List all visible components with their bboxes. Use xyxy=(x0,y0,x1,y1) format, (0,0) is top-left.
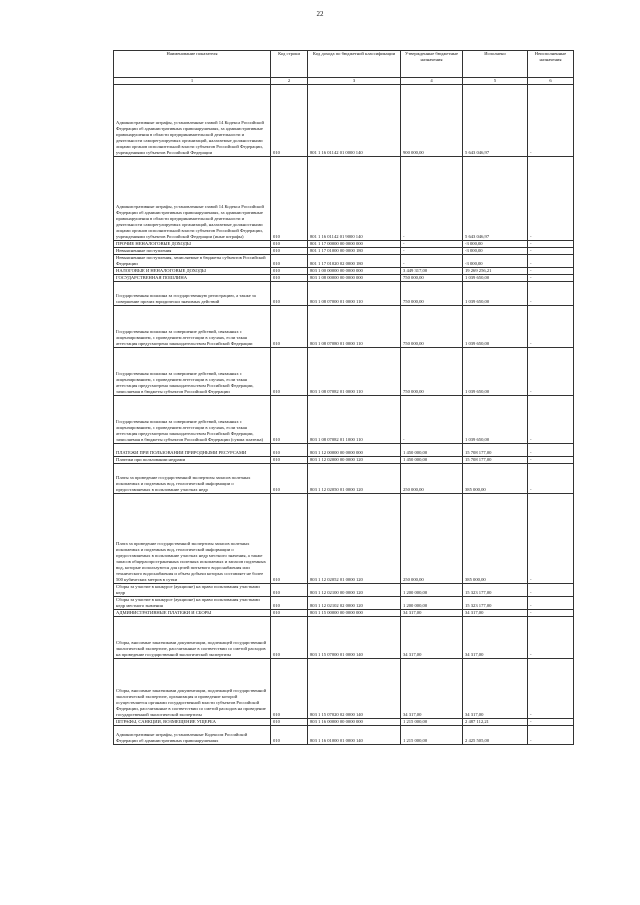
row-executed: 19 269 256,21 xyxy=(463,268,528,275)
table-row xyxy=(114,306,574,348)
row-unexecuted: - xyxy=(528,248,574,255)
row-approved: 1 450 000,00 xyxy=(401,444,463,457)
row-approved: 1 215 000,00 xyxy=(401,719,463,726)
table-row xyxy=(114,584,574,597)
row-income-code: 801 1 17 00000 00 0000 000 xyxy=(308,241,401,248)
row-line-code: 010 xyxy=(271,85,308,157)
row-approved: - xyxy=(401,255,463,268)
table-row xyxy=(114,659,574,719)
table-row xyxy=(114,348,574,396)
row-approved: 34 317,00 xyxy=(401,659,463,719)
row-unexecuted: - xyxy=(528,444,574,457)
row-line-code: 010 xyxy=(271,597,308,610)
row-income-code: 803 1 08 00000 00 0000 000 xyxy=(308,275,401,282)
row-unexecuted: - xyxy=(528,597,574,610)
row-name: Государственная пошлина за совершение действий, связанных с лицензированием, с проведением аттестации в случаях, если такая аттестация предусмотрена законодательством Российской Федерации xyxy=(114,306,271,348)
row-line-code: 010 xyxy=(271,444,308,457)
row-income-code: 803 1 16 00000 00 0000 000 xyxy=(308,719,401,726)
row-approved: 750 000,00 xyxy=(401,282,463,306)
row-name: Платы за проведение государственной экспертизы запасов полезных ископаемых и подземных вод, геологической информации о предоставляемых в пользование участках недр xyxy=(114,464,271,494)
row-income-code: 803 1 12 02050 01 0000 120 xyxy=(308,464,401,494)
row-line-code: 010 xyxy=(271,275,308,282)
header-line-code: Код строки xyxy=(271,51,308,78)
row-income-code: 803 1 08 07000 01 0000 110 xyxy=(308,282,401,306)
row-name: Плата за проведение государственной экспертизы запасов полезных ископаемых и подземных вод, геологической информации о предоставляемых в пользование участках недр местного значения, а также запасов общераспространенных полезных ископаемых и запасов подземных вод, которые используются для целей питьевого водоснабжения или технического водоснабжения и объем добычи которых составляет не более 500 кубических метров в сутки xyxy=(114,494,271,584)
row-income-code: 801 1 16 01142 01 0000 140 xyxy=(308,85,401,157)
row-approved: 34 317,00 xyxy=(401,617,463,659)
row-executed: 2 487 112,21 xyxy=(463,719,528,726)
row-line-code: 010 xyxy=(271,396,308,444)
row-name: Государственная пошлина за совершение действий, связанных с лицензированием, с проведением аттестации в случаях, если такая аттестация предусмотрена законодательством Российской Федерации, зачисляемая в бюджеты субъектов Российской Федерации (сумма платежа) xyxy=(114,396,271,444)
row-name: Административные штрафы, установленные главой 14 Кодекса Российской Федерации об административных правонарушениях, за административные правонарушения в области предпринимательской деятельности и деятельности саморегулируемых организаций, налагаемые должностными лицами органов исполнительной власти субъектов Российской Федерации, учреждениями субъектов Российской Федерации (иные штрафы) xyxy=(114,157,271,241)
row-name: ПЛАТЕЖИ ПРИ ПОЛЬЗОВАНИИ ПРИРОДНЫМИ РЕСУРСАМИ xyxy=(114,444,271,457)
row-executed: 34 317,00 xyxy=(463,617,528,659)
row-name: НАЛОГОВЫЕ И НЕНАЛОГОВЫЕ ДОХОДЫ xyxy=(114,268,271,275)
row-executed: 1 039 650,00 xyxy=(463,348,528,396)
row-name: Сборы за участие в конкурсе (аукционе) на право пользования участками недр xyxy=(114,584,271,597)
col-number: 2 xyxy=(271,78,308,85)
table-row xyxy=(114,719,574,726)
col-number: 6 xyxy=(528,78,574,85)
header-approved: Утвержденные бюджетные назначения xyxy=(401,51,463,78)
row-line-code: 010 xyxy=(271,584,308,597)
row-approved: 750 000,00 xyxy=(401,348,463,396)
row-approved: 750 000,00 xyxy=(401,275,463,282)
table-row xyxy=(114,610,574,617)
row-executed: -3 000,00 xyxy=(463,248,528,255)
row-executed: 1 039 650,00 xyxy=(463,306,528,348)
row-income-code: 803 1 00 00000 00 0000 000 xyxy=(308,268,401,275)
row-income-code: 803 1 08 07082 01 1000 110 xyxy=(308,396,401,444)
row-executed: 5 643 046,97 xyxy=(463,157,528,241)
row-line-code: 010 xyxy=(271,719,308,726)
row-name: Платежи при пользовании недрами xyxy=(114,457,271,464)
row-approved: 900 000,00 xyxy=(401,85,463,157)
row-approved: - xyxy=(401,241,463,248)
header-unexecuted: Неисполненные назначения xyxy=(528,51,574,78)
row-executed: 5 643 046,97 xyxy=(463,85,528,157)
col-number: 1 xyxy=(114,78,271,85)
header-name: Наименование показателя xyxy=(114,51,271,78)
row-income-code: 803 1 12 02052 01 0000 120 xyxy=(308,494,401,584)
report-table xyxy=(113,50,574,745)
table-row xyxy=(114,726,574,745)
row-line-code: 010 xyxy=(271,464,308,494)
row-line-code: 010 xyxy=(271,726,308,745)
row-approved: - xyxy=(401,396,463,444)
row-unexecuted: - xyxy=(528,719,574,726)
table-row xyxy=(114,157,574,241)
row-executed: 15 708 177,00 xyxy=(463,444,528,457)
row-approved: 1 200 000,00 xyxy=(401,597,463,610)
row-approved: 1 450 000,00 xyxy=(401,457,463,464)
row-unexecuted: - xyxy=(528,726,574,745)
row-executed: -3 000,00 xyxy=(463,241,528,248)
row-line-code: 010 xyxy=(271,494,308,584)
row-line-code: 010 xyxy=(271,457,308,464)
row-line-code: 010 xyxy=(271,306,308,348)
row-line-code: 010 xyxy=(271,241,308,248)
row-income-code: 803 1 15 07020 02 0000 140 xyxy=(308,659,401,719)
row-line-code: 010 xyxy=(271,157,308,241)
row-unexecuted: - xyxy=(528,85,574,157)
table-row xyxy=(114,597,574,610)
row-approved: - xyxy=(401,248,463,255)
row-income-code: 801 1 16 01142 01 9000 140 xyxy=(308,157,401,241)
row-unexecuted: - xyxy=(528,306,574,348)
table-row xyxy=(114,464,574,494)
row-approved: - xyxy=(401,157,463,241)
header-income-code: Код дохода по бюджетной классификации xyxy=(308,51,401,78)
header-row xyxy=(114,51,574,78)
row-line-code: 010 xyxy=(271,255,308,268)
row-name: ПРОЧИЕ НЕНАЛОГОВЫЕ ДОХОДЫ xyxy=(114,241,271,248)
table-row xyxy=(114,268,574,275)
row-name: Невыясненные поступления, зачисляемые в бюджеты субъектов Российской Федерации xyxy=(114,255,271,268)
table-row xyxy=(114,617,574,659)
row-income-code: 803 1 16 01000 01 0000 140 xyxy=(308,726,401,745)
row-executed: 385 000,00 xyxy=(463,464,528,494)
row-income-code: 803 1 08 07080 01 0000 110 xyxy=(308,306,401,348)
row-executed: -3 000,00 xyxy=(463,255,528,268)
row-name: Государственная пошлина за государственную регистрацию, а также за совершение прочих юридически значимых действий xyxy=(114,282,271,306)
table-row xyxy=(114,248,574,255)
row-unexecuted: - xyxy=(528,255,574,268)
row-name: ГОСУДАРСТВЕННАЯ ПОШЛИНА xyxy=(114,275,271,282)
row-name: АДМИНИСТРАТИВНЫЕ ПЛАТЕЖИ И СБОРЫ xyxy=(114,610,271,617)
col-number: 4 xyxy=(401,78,463,85)
row-line-code: 010 xyxy=(271,659,308,719)
row-name: Невыясненные поступления xyxy=(114,248,271,255)
row-approved: 250 000,00 xyxy=(401,494,463,584)
row-unexecuted: - xyxy=(528,617,574,659)
table-row xyxy=(114,457,574,464)
row-name: ШТРАФЫ, САНКЦИИ, ВОЗМЕЩЕНИЕ УЩЕРБА xyxy=(114,719,271,726)
row-unexecuted: - xyxy=(528,157,574,241)
table-row xyxy=(114,241,574,248)
row-unexecuted: - xyxy=(528,396,574,444)
row-name: Сборы за участие в конкурсе (аукционе) на право пользования участками недр местного значения xyxy=(114,597,271,610)
row-line-code: 010 xyxy=(271,610,308,617)
table-row xyxy=(114,282,574,306)
row-executed: 2 425 505,00 xyxy=(463,726,528,745)
row-name: Сборы, вносимые заказчиками документации, подлежащей государственной экологической экспертизе, рассчитанные в соответствии со сметой расходов на проведение государственной экологической экспертизы xyxy=(114,617,271,659)
row-executed: 1 039 650,00 xyxy=(463,282,528,306)
row-income-code: 801 1 17 01000 00 0000 180 xyxy=(308,248,401,255)
row-name: Сборы, вносимые заказчиками документации, подлежащей государственной экологической экспертизе, организация и проведение которой осуществляется органами государственной власти субъектов Российской Федерации, рассчитанные в соответствии со сметой расходов на проведение государственной экологической экспертизы xyxy=(114,659,271,719)
row-unexecuted: - xyxy=(528,241,574,248)
table-row xyxy=(114,85,574,157)
row-unexecuted: - xyxy=(528,282,574,306)
row-unexecuted: - xyxy=(528,584,574,597)
header-executed: Исполнено xyxy=(463,51,528,78)
row-executed: 1 039 650,00 xyxy=(463,396,528,444)
column-number-row xyxy=(114,78,574,85)
row-line-code: 010 xyxy=(271,348,308,396)
row-unexecuted: - xyxy=(528,464,574,494)
row-approved: 34 317,00 xyxy=(401,610,463,617)
row-unexecuted: - xyxy=(528,348,574,396)
row-executed: 385 000,00 xyxy=(463,494,528,584)
table-row xyxy=(114,396,574,444)
row-income-code: 803 1 08 07082 01 0000 110 xyxy=(308,348,401,396)
row-executed: 34 317,00 xyxy=(463,610,528,617)
row-income-code: 803 1 15 00000 00 0000 000 xyxy=(308,610,401,617)
col-number: 3 xyxy=(308,78,401,85)
row-name: Административные штрафы, установленные главой 14 Кодекса Российской Федерации об административных правонарушениях, за административные правонарушения в области предпринимательской деятельности и деятельности саморегулируемых организаций, налагаемые должностными лицами органов исполнительной власти субъектов Российской Федерации, учреждениями субъектов Российской Федерации xyxy=(114,85,271,157)
row-name: Государственная пошлина за совершение действий, связанных с лицензированием, с проведением аттестации в случаях, если такая аттестация предусмотрена законодательством Российской Федерации, зачисляемая в бюджеты субъектов Российской Федерации xyxy=(114,348,271,396)
row-line-code: 010 xyxy=(271,617,308,659)
row-unexecuted: - xyxy=(528,610,574,617)
row-unexecuted: - xyxy=(528,494,574,584)
row-line-code: 010 xyxy=(271,248,308,255)
row-executed: 34 317,00 xyxy=(463,659,528,719)
row-executed: 15 323 177,00 xyxy=(463,584,528,597)
page-number: 22 xyxy=(316,10,324,18)
row-approved: 3 449 317,00 xyxy=(401,268,463,275)
row-income-code: 803 1 12 02100 00 0000 120 xyxy=(308,584,401,597)
row-income-code: 803 1 12 02000 00 0000 120 xyxy=(308,457,401,464)
table-row xyxy=(114,444,574,457)
row-approved: 250 000,00 xyxy=(401,464,463,494)
row-unexecuted: - xyxy=(528,268,574,275)
table-row xyxy=(114,275,574,282)
col-number: 5 xyxy=(463,78,528,85)
row-line-code: 010 xyxy=(271,282,308,306)
row-name: Административные штрафы, установленные Кодексом Российской Федерации об административных правонарушениях xyxy=(114,726,271,745)
row-approved: 1 215 000,00 xyxy=(401,726,463,745)
row-executed: 15 708 177,00 xyxy=(463,457,528,464)
row-line-code: 010 xyxy=(271,268,308,275)
row-unexecuted: - xyxy=(528,457,574,464)
row-income-code: 801 1 17 01020 02 0000 180 xyxy=(308,255,401,268)
row-unexecuted: - xyxy=(528,659,574,719)
table-row xyxy=(114,494,574,584)
row-executed: 1 039 650,00 xyxy=(463,275,528,282)
row-approved: 750 000,00 xyxy=(401,306,463,348)
row-unexecuted: - xyxy=(528,275,574,282)
table-row xyxy=(114,255,574,268)
row-income-code: 803 1 12 00000 00 0000 000 xyxy=(308,444,401,457)
row-income-code: 803 1 15 07000 01 0000 140 xyxy=(308,617,401,659)
row-executed: 15 323 177,00 xyxy=(463,597,528,610)
row-income-code: 803 1 12 02102 02 0000 120 xyxy=(308,597,401,610)
row-approved: 1 200 000,00 xyxy=(401,584,463,597)
